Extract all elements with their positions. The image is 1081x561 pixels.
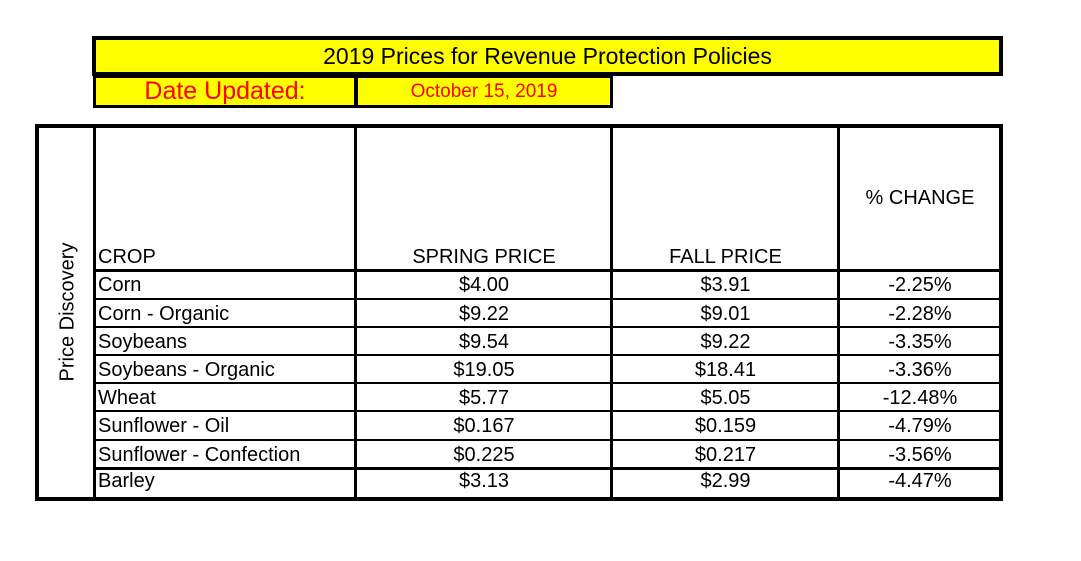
cell-crop: Corn [98, 274, 142, 296]
cell-spring-price: $19.05 [453, 359, 515, 381]
cell-fall-price: $0.217 [694, 444, 757, 466]
cell-percent-change: -2.25% [888, 274, 952, 296]
row-divider [95, 439, 1001, 441]
cell-percent-change: -4.79% [888, 415, 952, 437]
cell-spring-price: $0.225 [453, 444, 515, 466]
cell-crop: Corn - Organic [98, 303, 230, 325]
cell-crop: Wheat [98, 387, 156, 409]
column-divider [610, 126, 613, 497]
cell-crop: Barley [98, 470, 155, 492]
column-divider [837, 126, 840, 497]
cell-fall-price: $18.41 [694, 359, 757, 381]
cell-percent-change: -3.36% [888, 359, 952, 381]
header-spring-price: SPRING PRICE [412, 246, 556, 268]
row-divider [95, 326, 1001, 328]
date-updated-value: October 15, 2019 [355, 75, 613, 108]
cell-fall-price: $5.05 [700, 387, 751, 409]
row-divider [95, 269, 1001, 272]
column-divider [354, 126, 357, 497]
cell-spring-price: $4.00 [458, 274, 510, 296]
cell-percent-change: -4.47% [888, 470, 952, 492]
cell-crop: Soybeans [98, 331, 187, 353]
cell-spring-price: $9.22 [458, 303, 510, 325]
cell-spring-price: $0.167 [453, 415, 515, 437]
row-divider [95, 298, 1001, 300]
page-title: 2019 Prices for Revenue Protection Policies [92, 36, 1003, 76]
cell-spring-price: $5.77 [458, 387, 510, 409]
cell-crop: Soybeans - Organic [98, 359, 275, 381]
cell-percent-change: -3.35% [888, 331, 952, 353]
row-divider [95, 354, 1001, 356]
cell-fall-price: $9.01 [700, 303, 751, 325]
header-crop: CROP [98, 246, 156, 268]
row-divider [95, 410, 1001, 412]
cell-percent-change: -12.48% [882, 387, 958, 409]
header-percent-change: % CHANGE [865, 187, 975, 209]
cell-percent-change: -3.56% [888, 444, 952, 466]
cell-fall-price: $0.159 [694, 415, 757, 437]
cell-crop: Sunflower - Confection [98, 444, 301, 466]
cell-fall-price: $9.22 [700, 331, 751, 353]
header-fall-price: FALL PRICE [669, 246, 782, 268]
column-divider [93, 126, 96, 497]
cell-crop: Sunflower - Oil [98, 415, 230, 437]
cell-spring-price: $9.54 [458, 331, 510, 353]
row-divider [95, 382, 1001, 384]
cell-fall-price: $2.99 [700, 470, 751, 492]
cell-fall-price: $3.91 [700, 274, 751, 296]
price-discovery-text: Price Discovery [56, 242, 79, 382]
cell-spring-price: $3.13 [458, 470, 510, 492]
cell-percent-change: -2.28% [888, 303, 952, 325]
date-updated-label: Date Updated: [93, 75, 357, 108]
